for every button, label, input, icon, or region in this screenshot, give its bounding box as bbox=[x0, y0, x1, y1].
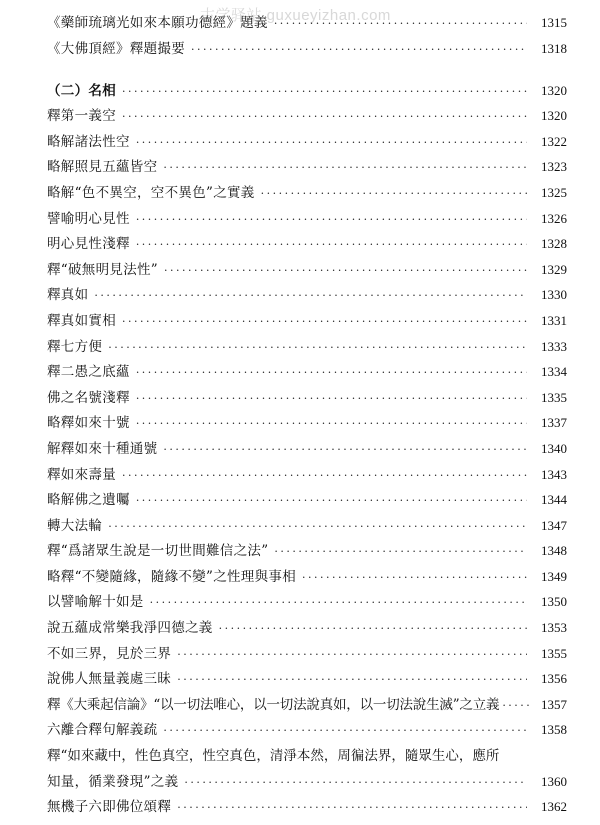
toc-entry-title: 略釋“不變隨緣，隨緣不變”之性理與事相 bbox=[47, 568, 297, 585]
dot-leader bbox=[184, 775, 527, 791]
toc-page-number: 1353 bbox=[541, 620, 567, 636]
toc-entry-title: 不如三界，見於三界 bbox=[47, 645, 172, 662]
toc-page-number: 1340 bbox=[541, 440, 567, 456]
toc-entry-title: 《藥師琉璃光如來本願功德經》題義 bbox=[47, 15, 268, 31]
toc-entry[interactable] bbox=[47, 722, 567, 738]
toc-section-title: （二）名相 bbox=[47, 82, 116, 99]
toc-entry-title: 解釋如來十種通號 bbox=[47, 440, 158, 457]
toc-entry[interactable] bbox=[47, 134, 567, 150]
toc-entry[interactable] bbox=[47, 108, 567, 124]
toc-entry-title-line1: 釋“如來藏中，性色真空，性空真色，清淨本然，周徧法界，隨眾生心，應所 bbox=[47, 748, 500, 765]
toc-page-number: 1344 bbox=[541, 492, 567, 508]
toc-entry[interactable] bbox=[47, 41, 567, 57]
toc-entry-title: 釋第一義空 bbox=[47, 108, 116, 125]
dot-leader bbox=[136, 391, 527, 407]
toc-entry[interactable] bbox=[47, 287, 567, 303]
toc-entry-title: 明心見性淺釋 bbox=[47, 236, 130, 253]
toc-page-number: 1358 bbox=[541, 722, 567, 738]
dot-leader bbox=[177, 672, 527, 688]
toc-page-number: 1320 bbox=[541, 82, 567, 98]
dot-leader bbox=[177, 647, 527, 663]
toc-page-number: 1331 bbox=[541, 312, 567, 328]
dot-leader bbox=[164, 263, 527, 279]
dot-leader bbox=[108, 519, 527, 535]
toc-page-number: 1347 bbox=[541, 517, 567, 533]
toc-entry-title: 轉大法輪 bbox=[47, 517, 103, 534]
toc-page-number: 1328 bbox=[541, 236, 567, 252]
toc-entry-title: 以譬喻解十如是 bbox=[47, 594, 144, 611]
toc-entry[interactable] bbox=[47, 518, 567, 534]
dot-leader bbox=[219, 621, 527, 637]
dot-leader bbox=[163, 723, 527, 739]
toc-entry[interactable] bbox=[47, 543, 567, 559]
toc-page-number: 1315 bbox=[541, 15, 567, 30]
dot-leader bbox=[136, 237, 527, 253]
toc-entry[interactable] bbox=[47, 236, 567, 252]
toc-page-number: 1322 bbox=[541, 133, 567, 149]
toc-entry[interactable] bbox=[47, 390, 567, 406]
table-of-contents bbox=[47, 15, 567, 825]
dot-leader bbox=[108, 340, 527, 356]
toc-page-number: 1318 bbox=[541, 40, 567, 56]
toc-page-number: 1348 bbox=[541, 543, 567, 559]
toc-page-number: 1320 bbox=[541, 108, 567, 124]
toc-entry-title: 說佛人無量義處三昧 bbox=[47, 671, 172, 688]
dot-leader bbox=[191, 42, 527, 58]
toc-entry-title: 釋如來壽量 bbox=[47, 466, 116, 483]
toc-page-number: 1330 bbox=[541, 287, 567, 303]
toc-entry[interactable] bbox=[47, 799, 567, 815]
dot-leader bbox=[274, 544, 527, 560]
toc-entry-title: 無機子六即佛位頌釋 bbox=[47, 799, 172, 816]
dot-leader bbox=[122, 314, 527, 330]
toc-entry-title: 略解諸法性空 bbox=[47, 133, 130, 150]
dot-leader bbox=[94, 288, 527, 304]
toc-entry-title: 釋“爲諸眾生說是一切世間難信之法” bbox=[47, 543, 269, 560]
toc-page-number: 1325 bbox=[541, 184, 567, 200]
toc-entry-multiline[interactable] bbox=[47, 748, 567, 790]
toc-entry-title: 略釋如來十號 bbox=[47, 415, 130, 432]
toc-page-number: 1362 bbox=[541, 799, 567, 815]
toc-entry[interactable] bbox=[47, 415, 567, 431]
dot-leader bbox=[177, 800, 527, 816]
toc-entry[interactable] bbox=[47, 159, 567, 175]
dot-leader bbox=[136, 493, 527, 509]
dot-leader bbox=[502, 698, 530, 714]
toc-page-number: 1329 bbox=[541, 261, 567, 277]
toc-page-number: 1349 bbox=[541, 568, 567, 584]
toc-entry[interactable] bbox=[47, 185, 567, 201]
toc-page-number: 1360 bbox=[541, 773, 567, 789]
toc-entry[interactable] bbox=[47, 339, 567, 355]
toc-entry-title: 《大佛頂經》釋題撮要 bbox=[47, 40, 185, 57]
toc-entry[interactable] bbox=[47, 262, 567, 278]
toc-entry[interactable] bbox=[47, 492, 567, 508]
toc-entry-title: 釋二愚之底蘊 bbox=[47, 364, 130, 381]
toc-entry-title: 釋真如 bbox=[47, 287, 89, 304]
toc-entry-title-line2: 知量，循業發現”之義 bbox=[47, 773, 179, 790]
toc-page-number: 1350 bbox=[541, 594, 567, 610]
toc-entry[interactable] bbox=[47, 364, 567, 380]
toc-entry[interactable] bbox=[47, 313, 567, 329]
toc-entry[interactable] bbox=[47, 594, 567, 610]
toc-page-number: 1334 bbox=[541, 364, 567, 380]
toc-page-number: 1357 bbox=[541, 696, 567, 712]
toc-entry-title: 佛之名號淺釋 bbox=[47, 389, 130, 406]
toc-entry[interactable] bbox=[47, 211, 567, 227]
dot-leader bbox=[136, 416, 527, 432]
toc-section-heading[interactable] bbox=[47, 83, 567, 99]
dot-leader bbox=[122, 109, 527, 125]
toc-entry[interactable] bbox=[47, 15, 567, 31]
toc-entry-title: 釋真如實相 bbox=[47, 312, 116, 329]
toc-entry[interactable] bbox=[47, 697, 567, 713]
toc-entry-title: 略解“色不異空，空不異色”之實義 bbox=[47, 184, 255, 201]
dot-leader bbox=[274, 16, 527, 32]
dot-leader bbox=[136, 365, 527, 381]
toc-page-number: 1326 bbox=[541, 210, 567, 226]
toc-entry-title: 釋七方便 bbox=[47, 338, 103, 355]
dot-leader bbox=[163, 160, 527, 176]
dot-leader bbox=[302, 570, 527, 586]
dot-leader bbox=[261, 186, 527, 202]
toc-page-number: 1337 bbox=[541, 415, 567, 431]
toc-entry-title: 釋《大乘起信論》“以一切法唯心，以一切法說真如，以一切法說生滅”之立義 bbox=[47, 696, 500, 713]
toc-entry[interactable] bbox=[47, 671, 567, 687]
toc-entry[interactable] bbox=[47, 620, 567, 636]
toc-entry-title: 釋“破無明見法性” bbox=[47, 261, 159, 278]
toc-entry-title: 說五蘊成常樂我淨四德之義 bbox=[47, 620, 213, 637]
toc-page-number: 1343 bbox=[541, 466, 567, 482]
toc-page-number: 1333 bbox=[541, 338, 567, 354]
toc-entry[interactable] bbox=[47, 441, 567, 457]
watermark: 古学驿站 guxueyizhan.com bbox=[200, 7, 391, 24]
toc-page-number: 1323 bbox=[541, 159, 567, 175]
dot-leader bbox=[122, 468, 527, 484]
dot-leader bbox=[136, 135, 527, 151]
toc-entry-title: 六離合釋句解義疏 bbox=[47, 722, 158, 739]
toc-page-number: 1356 bbox=[541, 671, 567, 687]
toc-entry-title: 譬喻明心見性 bbox=[47, 210, 130, 227]
toc-page-number: 1335 bbox=[541, 389, 567, 405]
toc-entry[interactable] bbox=[47, 569, 567, 585]
dot-leader bbox=[136, 212, 527, 228]
toc-entry[interactable] bbox=[47, 646, 567, 662]
dot-leader bbox=[122, 84, 527, 100]
toc-entry-title: 略解佛之遺囑 bbox=[47, 492, 130, 509]
toc-page-number: 1355 bbox=[541, 645, 567, 661]
dot-leader bbox=[150, 595, 527, 611]
toc-entry[interactable] bbox=[47, 467, 567, 483]
toc-entry-title: 略解照見五蘊皆空 bbox=[47, 159, 158, 176]
dot-leader bbox=[163, 442, 527, 458]
